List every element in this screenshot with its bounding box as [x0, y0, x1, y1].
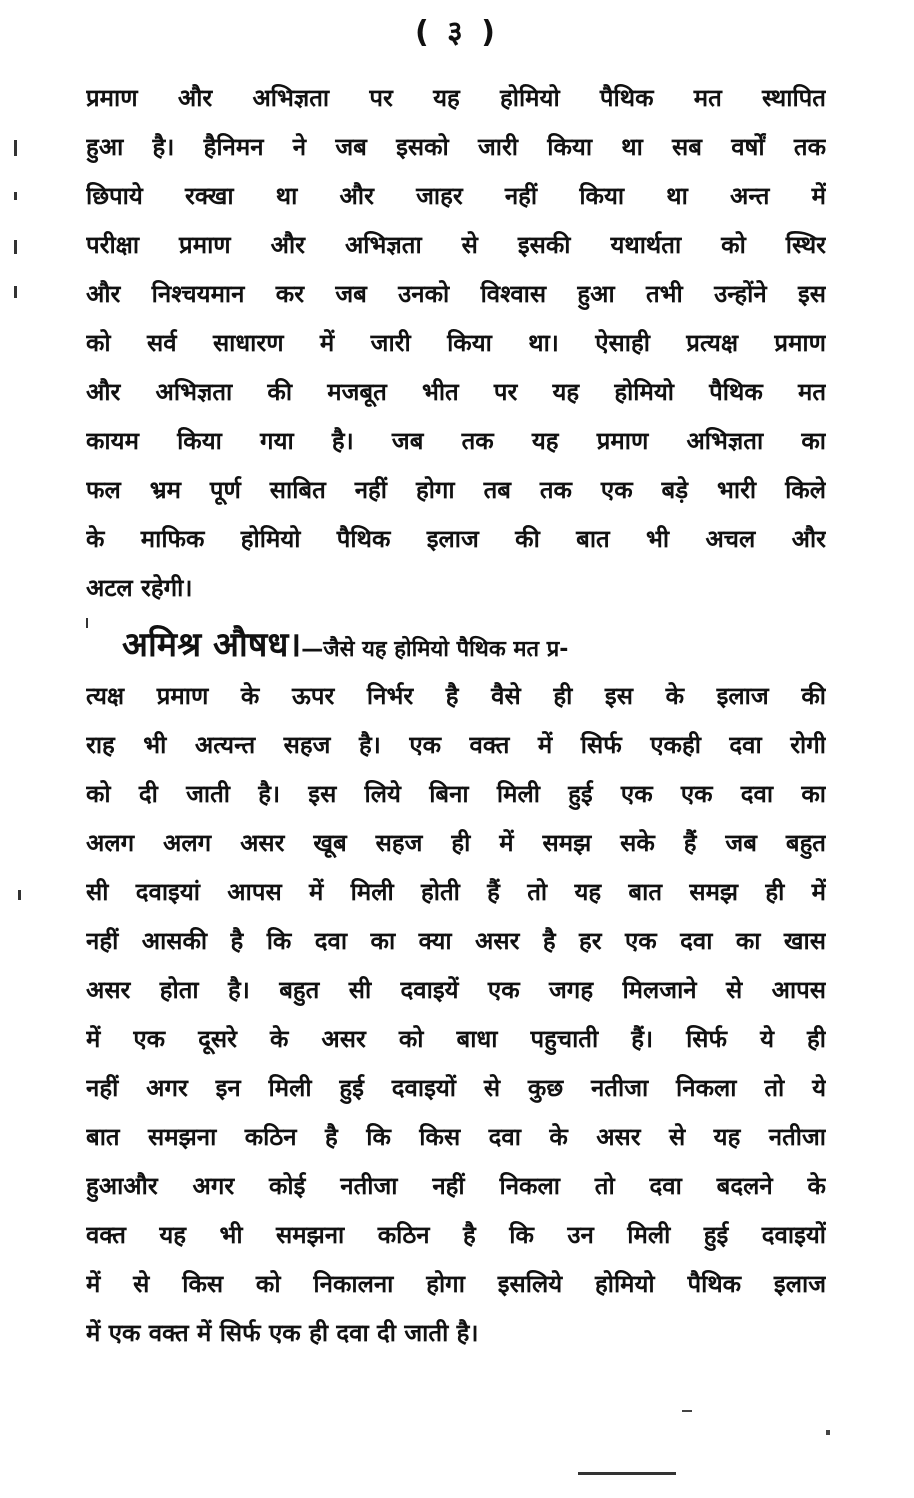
margin-mark [14, 140, 17, 156]
page-number: ( ३ ) [415, 15, 499, 50]
section-heading-line [86, 618, 826, 672]
text-line: परीक्षा प्रमाण और अभिज्ञता से इसकी यथार्थता को स्थिर [86, 231, 826, 259]
text-line: में एक वक्त में सिर्फ एक ही दवा दी जाती है। [86, 1319, 479, 1347]
section-heading-continuation: —जैसे यह होमियो पैथिक मत प्र- [301, 637, 569, 662]
text-line: कायम किया गया है। जब तक यह प्रमाण अभिज्ञता का [86, 427, 826, 455]
section-heading: अमिश्र औषध। [122, 625, 302, 665]
text-line: अटल रहेगी। [86, 574, 193, 602]
text-line: और निश्चयमान कर जब उनको विश्वास हुआ तभी उन्होंने इस [86, 280, 826, 308]
text-line: हुआ है। हैनिमन ने जब इसको जारी किया था सब वर्षों तक [86, 133, 826, 161]
text-line: छिपाये रक्खा था और जाहर नहीं किया था अन्त में [86, 182, 826, 210]
text-line: हुआऔर अगर कोई नतीजा नहीं निकला तो दवा बदलने के [86, 1172, 826, 1200]
text-line: अलग अलग असर खूब सहज ही में समझ सके हैं जब बहुत [86, 829, 826, 857]
text-line: बात समझना कठिन है कि किस दवा के असर से यह नतीजा [86, 1123, 826, 1151]
text-line: त्यक्ष प्रमाण के ऊपर निर्भर है वैसे ही इस के इलाज की [86, 682, 826, 710]
text-line: असर होता है। बहुत सी दवाइयें एक जगह मिलजाने से आपस [86, 976, 826, 1004]
margin-mark [14, 240, 17, 254]
paragraph-2 [86, 672, 826, 1358]
margin-mark [86, 618, 88, 628]
text-line: में से किस को निकालना होगा इसलिये होमियो पैथिक इलाज [86, 1270, 826, 1298]
text-line: को दी जाती है। इस लिये बिना मिली हुई एक एक दवा का [86, 780, 826, 808]
paragraph-1 [86, 74, 826, 613]
text-line: राह भी अत्यन्त सहज है। एक वक्त में सिर्फ एकही दवा रोगी [86, 731, 826, 759]
text-line: नहीं अगर इन मिली हुई दवाइयों से कुछ नतीजा निकला तो ये [86, 1074, 826, 1102]
text-line: को सर्व साधारण में जारी किया था। ऐसाही प्रत्यक्ष प्रमाण [86, 329, 826, 357]
margin-mark [14, 192, 17, 200]
text-line: के माफिक होमियो पैथिक इलाज की बात भी अचल और [86, 525, 826, 553]
text-line: में एक दूसरे के असर को बाधा पहुचाती हैं। सिर्फ ये ही [86, 1025, 826, 1053]
text-line: फल भ्रम पूर्ण साबित नहीं होगा तब तक एक बड़े भारी किले [86, 476, 826, 504]
footer-rule [578, 1472, 676, 1475]
text-line: नहीं आसकी है कि दवा का क्या असर है हर एक दवा का खास [86, 927, 826, 955]
speck [826, 1430, 830, 1435]
text-line: वक्त यह भी समझना कठिन है कि उन मिली हुई दवाइयों [86, 1221, 826, 1249]
text-line: प्रमाण और अभिज्ञता पर यह होमियो पैथिक मत स्थापित [86, 84, 826, 112]
margin-mark [14, 286, 17, 298]
margin-mark [18, 890, 21, 900]
speck [682, 1410, 692, 1412]
text-line: सी दवाइयां आपस में मिली होती हैं तो यह बात समझ ही में [86, 878, 826, 906]
text-line: और अभिज्ञता की मजबूत भीत पर यह होमियो पैथिक मत [86, 378, 826, 406]
